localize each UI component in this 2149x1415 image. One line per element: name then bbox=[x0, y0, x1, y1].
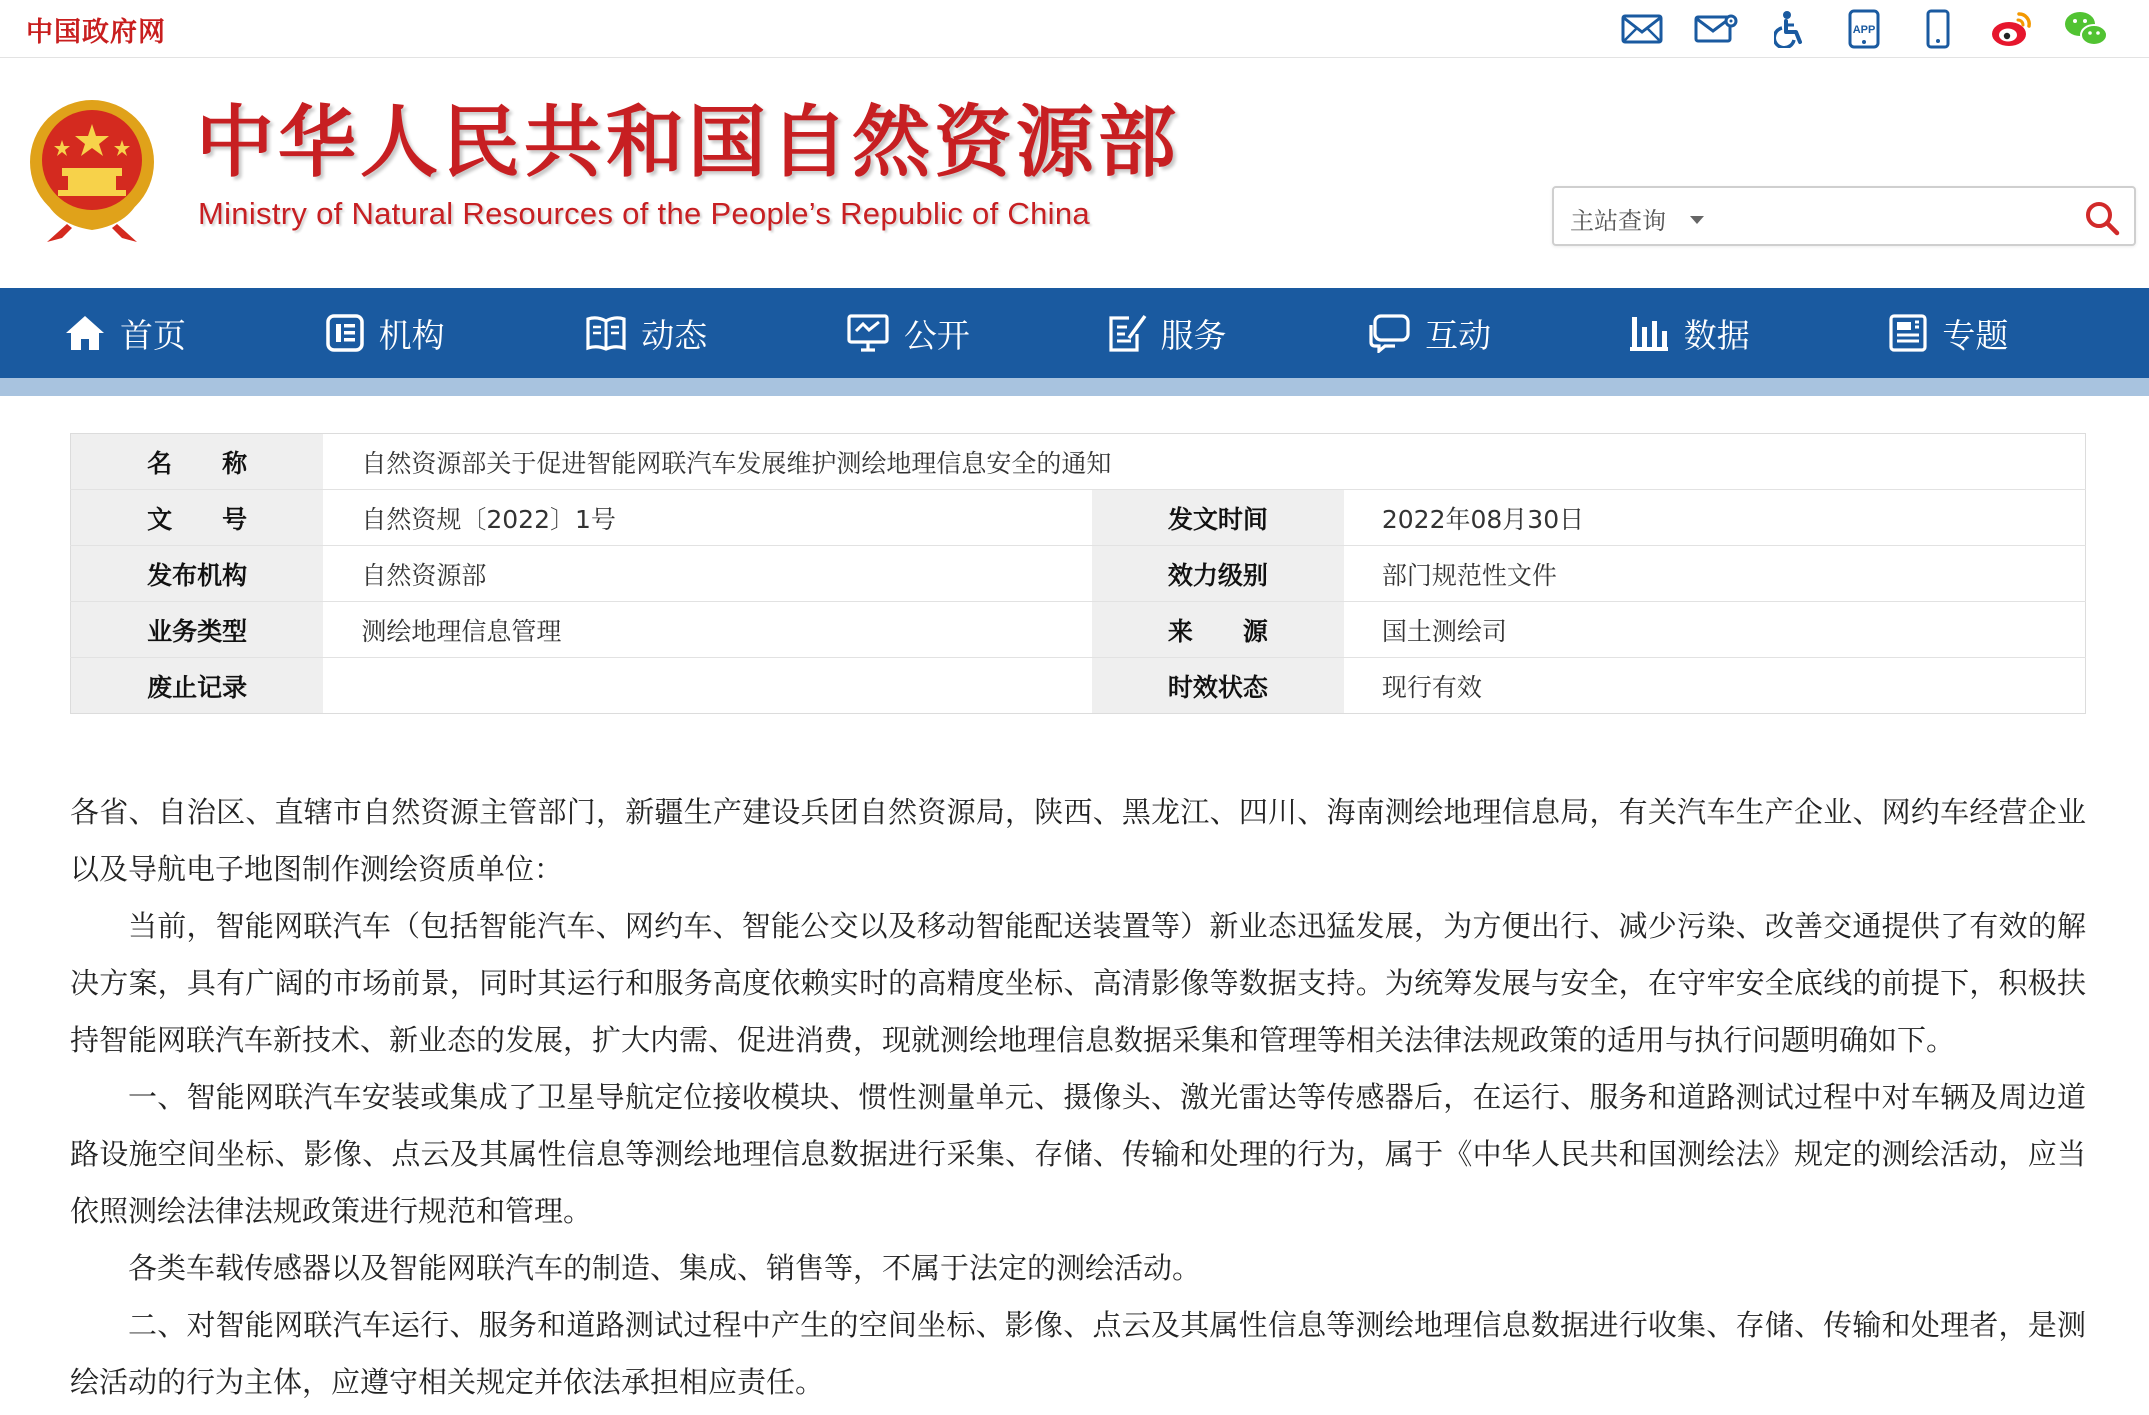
bar-chart-icon bbox=[1628, 313, 1670, 353]
source-value: 国土测绘司 bbox=[1344, 602, 2086, 658]
effect-level-label: 效力级别 bbox=[1092, 546, 1344, 602]
nav-item-label: 服务 bbox=[1160, 315, 1227, 355]
mail-settings-icon[interactable] bbox=[1693, 6, 1739, 52]
edit-doc-icon bbox=[1107, 312, 1147, 354]
nav-item-topic[interactable] bbox=[1888, 288, 2149, 378]
document-info-table bbox=[70, 433, 2086, 714]
business-type-label: 业务类型 bbox=[71, 602, 324, 658]
accessibility-icon[interactable] bbox=[1767, 6, 1813, 52]
nav-item-label: 专题 bbox=[1942, 315, 2009, 355]
validity-status-label: 时效状态 bbox=[1092, 658, 1344, 714]
issue-date-value: 2022年08月30日 bbox=[1344, 490, 2086, 546]
topic-icon bbox=[1888, 313, 1928, 353]
document-body bbox=[70, 784, 2086, 1411]
mobile-icon[interactable] bbox=[1915, 6, 1961, 52]
repeal-record-value bbox=[323, 658, 1092, 714]
nav-item-public[interactable] bbox=[846, 288, 1107, 378]
monitor-icon bbox=[846, 313, 890, 353]
wechat-icon[interactable] bbox=[2063, 6, 2109, 52]
validity-status-value: 现行有效 bbox=[1381, 672, 1482, 702]
table-row bbox=[71, 434, 2086, 490]
main-nav bbox=[0, 288, 2149, 378]
top-icon-group bbox=[1619, 6, 2109, 52]
nav-item-label: 首页 bbox=[120, 315, 186, 355]
nav-item-news[interactable] bbox=[585, 288, 846, 378]
ministry-title-cn: 中华人民共和国自然资源部 bbox=[196, 97, 1181, 188]
nav-accent-strip bbox=[0, 378, 2149, 396]
nav-item-data[interactable] bbox=[1628, 288, 1889, 378]
ministry-title-en: Ministry of Natural Resources of the People’s Republic of China bbox=[198, 196, 1090, 231]
search-button[interactable] bbox=[2080, 196, 2124, 240]
search-box bbox=[1552, 186, 2136, 246]
top-bar bbox=[0, 0, 2149, 58]
name-value: 自然资源部关于促进智能网联汽车发展维护测绘地理信息安全的通知 bbox=[323, 434, 2085, 490]
name-label: 名 称 bbox=[71, 434, 324, 490]
search-icon bbox=[2084, 200, 2120, 236]
body-paragraph: 当前，智能网联汽车（包括智能汽车、网约车、智能公交以及移动智能配送装置等）新业态迅猛发展，为方便出行、减少污染、改善交通提供了有效的解决方案，具有广阔的市场前景，同时其运行和服务高度依赖实时的高精度坐标、高清影像等数据支持。为统筹发展与安全，在守牢安全底线的前提下，积极扶持智能网联汽车新技术、新业态的发展，扩大内需、促进消费，现就测绘地理信息数据采集和管理等相关法律法规政策的适用与执行问题明确如下。 bbox=[70, 909, 2086, 1057]
body-paragraph: 二、对智能网联汽车运行、服务和道路测试过程中产生的空间坐标、影像、点云及其属性信息等测绘地理信息数据进行收集、存储、传输和处理者，是测绘活动的行为主体，应遵守相关规定并依法承担相应责任。 bbox=[70, 1308, 2086, 1399]
national-emblem-icon bbox=[22, 96, 162, 244]
org-icon bbox=[325, 313, 365, 353]
search-scope-dropdown[interactable] bbox=[1570, 201, 1704, 236]
search-input[interactable] bbox=[1694, 196, 2064, 236]
body-paragraph: 各类车载传感器以及智能网联汽车的制造、集成、销售等，不属于法定的测绘活动。 bbox=[128, 1251, 1202, 1285]
nav-item-label: 动态 bbox=[641, 315, 708, 355]
news-book-icon bbox=[585, 313, 627, 353]
nav-item-service[interactable] bbox=[1107, 288, 1368, 378]
salutation-paragraph: 各省、自治区、直辖市自然资源主管部门，新疆生产建设兵团自然资源局，陕西、黑龙江、四川、海南测绘地理信息局，有关汽车生产企业、网约车经营企业以及导航电子地图制作测绘资质单位： bbox=[70, 795, 2086, 886]
issue-date-label: 发文时间 bbox=[1092, 490, 1344, 546]
gov-portal-link[interactable]: 中国政府网 bbox=[26, 17, 166, 48]
nav-item-label: 机构 bbox=[378, 315, 445, 355]
effect-level-value: 部门规范性文件 bbox=[1344, 546, 2086, 602]
table-row bbox=[71, 490, 2086, 546]
doc-number-label: 文 号 bbox=[71, 490, 324, 546]
nav-item-label: 数据 bbox=[1683, 315, 1750, 355]
table-row bbox=[71, 658, 2086, 714]
svg-text:APP: APP bbox=[1852, 24, 1876, 36]
nav-item-label: 互动 bbox=[1425, 315, 1492, 355]
nav-item-home[interactable] bbox=[64, 288, 325, 378]
doc-number-value: 自然资规〔2022〕1号 bbox=[323, 490, 1092, 546]
repeal-record-label: 废止记录 bbox=[71, 658, 324, 714]
issuer-value: 自然资源部 bbox=[323, 546, 1092, 602]
nav-item-label: 公开 bbox=[903, 315, 970, 355]
weibo-icon[interactable] bbox=[1989, 6, 2035, 52]
site-header bbox=[0, 58, 2149, 288]
nav-item-org[interactable] bbox=[325, 288, 586, 378]
search-scope-label: 主站查询 bbox=[1570, 207, 1666, 235]
table-row bbox=[71, 546, 2086, 602]
mail-icon[interactable] bbox=[1619, 6, 1665, 52]
business-type-value: 测绘地理信息管理 bbox=[323, 602, 1092, 658]
chat-icon bbox=[1367, 313, 1411, 353]
table-row bbox=[71, 602, 2086, 658]
issuer-label: 发布机构 bbox=[71, 546, 324, 602]
nav-item-interact[interactable] bbox=[1367, 288, 1628, 378]
body-paragraph: 一、智能网联汽车安装或集成了卫星导航定位接收模块、惯性测量单元、摄像头、激光雷达等传感器后，在运行、服务和道路测试过程中对车辆及周边道路设施空间坐标、影像、点云及其属性信息等测绘地理信息数据进行采集、存储、传输和处理的行为，属于《中华人民共和国测绘法》规定的测绘活动，应当依照测绘法律法规政策进行规范和管理。 bbox=[70, 1080, 2086, 1228]
home-icon bbox=[64, 313, 106, 353]
app-icon[interactable] bbox=[1841, 6, 1887, 52]
source-label: 来 源 bbox=[1092, 602, 1344, 658]
